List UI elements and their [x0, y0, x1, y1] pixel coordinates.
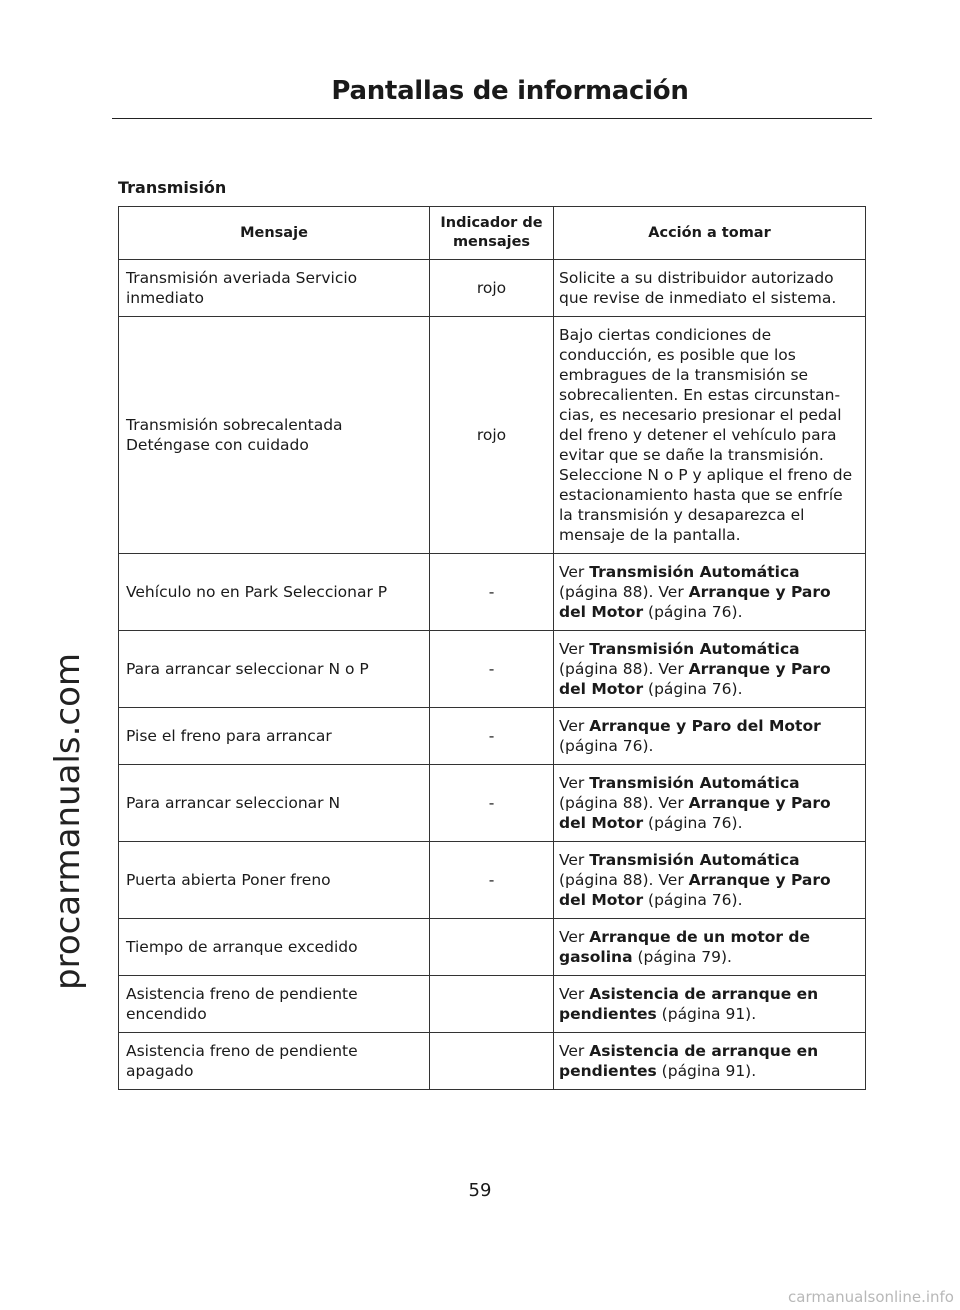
table-header-row: [119, 207, 866, 260]
table-row: [119, 842, 866, 919]
message-cell: Vehículo no en Park Seleccionar P: [119, 554, 430, 631]
action-cell: [554, 260, 866, 317]
message-cell: Tiempo de arranque excedido: [119, 919, 430, 976]
header-message: Mensaje: [119, 207, 430, 260]
message-cell: Asistencia freno de pendiente encendido: [119, 976, 430, 1033]
action-text: (página 88). Ver: [559, 871, 689, 889]
section-reference: Arranque y Paro del Motor: [559, 794, 831, 832]
table-body: [119, 260, 866, 1090]
title-divider: [112, 118, 872, 119]
action-text: Solicite a su distribuidor autorizado que revise de inmediato el sistema.: [559, 269, 837, 307]
action-text: (página 88). Ver: [559, 794, 689, 812]
action-text: (página 76).: [643, 891, 743, 909]
section-reference: Asistencia de arranque en pendientes: [559, 1042, 819, 1080]
indicator-cell: rojo: [430, 260, 554, 317]
table-row: [119, 1033, 866, 1090]
action-cell: [554, 708, 866, 765]
message-cell: Asistencia freno de pendiente apagado: [119, 1033, 430, 1090]
section-heading: Transmisión: [118, 178, 227, 197]
table-row: [119, 554, 866, 631]
message-cell: Para arrancar seleccionar N o P: [119, 631, 430, 708]
action-text: Ver: [559, 563, 590, 581]
action-text: Ver: [559, 928, 590, 946]
section-reference: Arranque y Paro del Motor: [559, 583, 831, 621]
action-cell: [554, 919, 866, 976]
action-text: (página 88). Ver: [559, 660, 689, 678]
action-text: Ver: [559, 717, 590, 735]
page-title: Pantallas de información: [331, 76, 689, 106]
action-cell: [554, 1033, 866, 1090]
indicator-cell: rojo: [430, 317, 554, 554]
action-text: Ver: [559, 851, 590, 869]
section-reference: Transmisión Automática: [589, 851, 800, 869]
table-row: [119, 631, 866, 708]
action-text: Bajo ciertas condiciones de conducción, es posible que los embragues de la transmisión se sobrecalienten. En estas circunstan-cias, es necesario presionar el pedal del freno y detener el vehículo para evitar que se dañe la transmisión. Seleccione N o P y aplique el freno de estacionamiento hasta que se enfríe la transmisión y desaparezca el mensaje de la pantalla.: [559, 326, 853, 544]
header-action: Acción a tomar: [554, 207, 866, 260]
table-row: [119, 260, 866, 317]
action-text: (página 76).: [643, 680, 743, 698]
indicator-cell: -: [430, 708, 554, 765]
action-text: (página 91).: [656, 1062, 757, 1080]
indicator-cell: [430, 919, 554, 976]
section-reference: Transmisión Automática: [589, 640, 800, 658]
indicator-cell: -: [430, 842, 554, 919]
section-reference: Asistencia de arranque en pendientes: [559, 985, 819, 1023]
footer-watermark: carmanualsonline.info: [788, 1288, 954, 1306]
table-row: [119, 765, 866, 842]
action-text: (página 88). Ver: [559, 583, 689, 601]
side-watermark: procarmanuals.com: [48, 653, 88, 990]
action-text: (página 76).: [559, 737, 654, 755]
action-text: Ver: [559, 774, 590, 792]
messages-table: [118, 206, 866, 1090]
message-cell: Puerta abierta Poner freno: [119, 842, 430, 919]
action-text: (página 79).: [632, 948, 732, 966]
action-cell: [554, 631, 866, 708]
page-number: 59: [468, 1180, 492, 1201]
action-cell: [554, 317, 866, 554]
indicator-cell: -: [430, 765, 554, 842]
section-reference: Transmisión Automática: [589, 563, 800, 581]
section-reference: Arranque y Paro del Motor: [559, 871, 831, 909]
indicator-cell: -: [430, 631, 554, 708]
action-cell: [554, 554, 866, 631]
table-row: [119, 976, 866, 1033]
action-text: (página 91).: [656, 1005, 757, 1023]
header-indicator: Indicador de mensajes: [430, 207, 554, 260]
section-reference: Transmisión Automática: [589, 774, 800, 792]
section-reference: Arranque y Paro del Motor: [559, 660, 831, 698]
action-cell: [554, 976, 866, 1033]
action-text: (página 76).: [643, 814, 743, 832]
action-cell: [554, 842, 866, 919]
message-cell: Transmisión sobrecalentada Deténgase con cuidado: [119, 317, 430, 554]
table-row: [119, 919, 866, 976]
section-reference: Arranque y Paro del Motor: [589, 717, 821, 735]
action-cell: [554, 765, 866, 842]
indicator-cell: -: [430, 554, 554, 631]
action-text: Ver: [559, 985, 590, 1003]
action-text: (página 76).: [643, 603, 743, 621]
message-cell: Transmisión averiada Servicio inmediato: [119, 260, 430, 317]
action-text: Ver: [559, 640, 590, 658]
indicator-cell: [430, 1033, 554, 1090]
message-cell: Para arrancar seleccionar N: [119, 765, 430, 842]
section-reference: Arranque de un motor de gasolina: [559, 928, 811, 966]
action-text: Ver: [559, 1042, 590, 1060]
table-row: [119, 317, 866, 554]
indicator-cell: [430, 976, 554, 1033]
message-cell: Pise el freno para arrancar: [119, 708, 430, 765]
table-row: [119, 708, 866, 765]
